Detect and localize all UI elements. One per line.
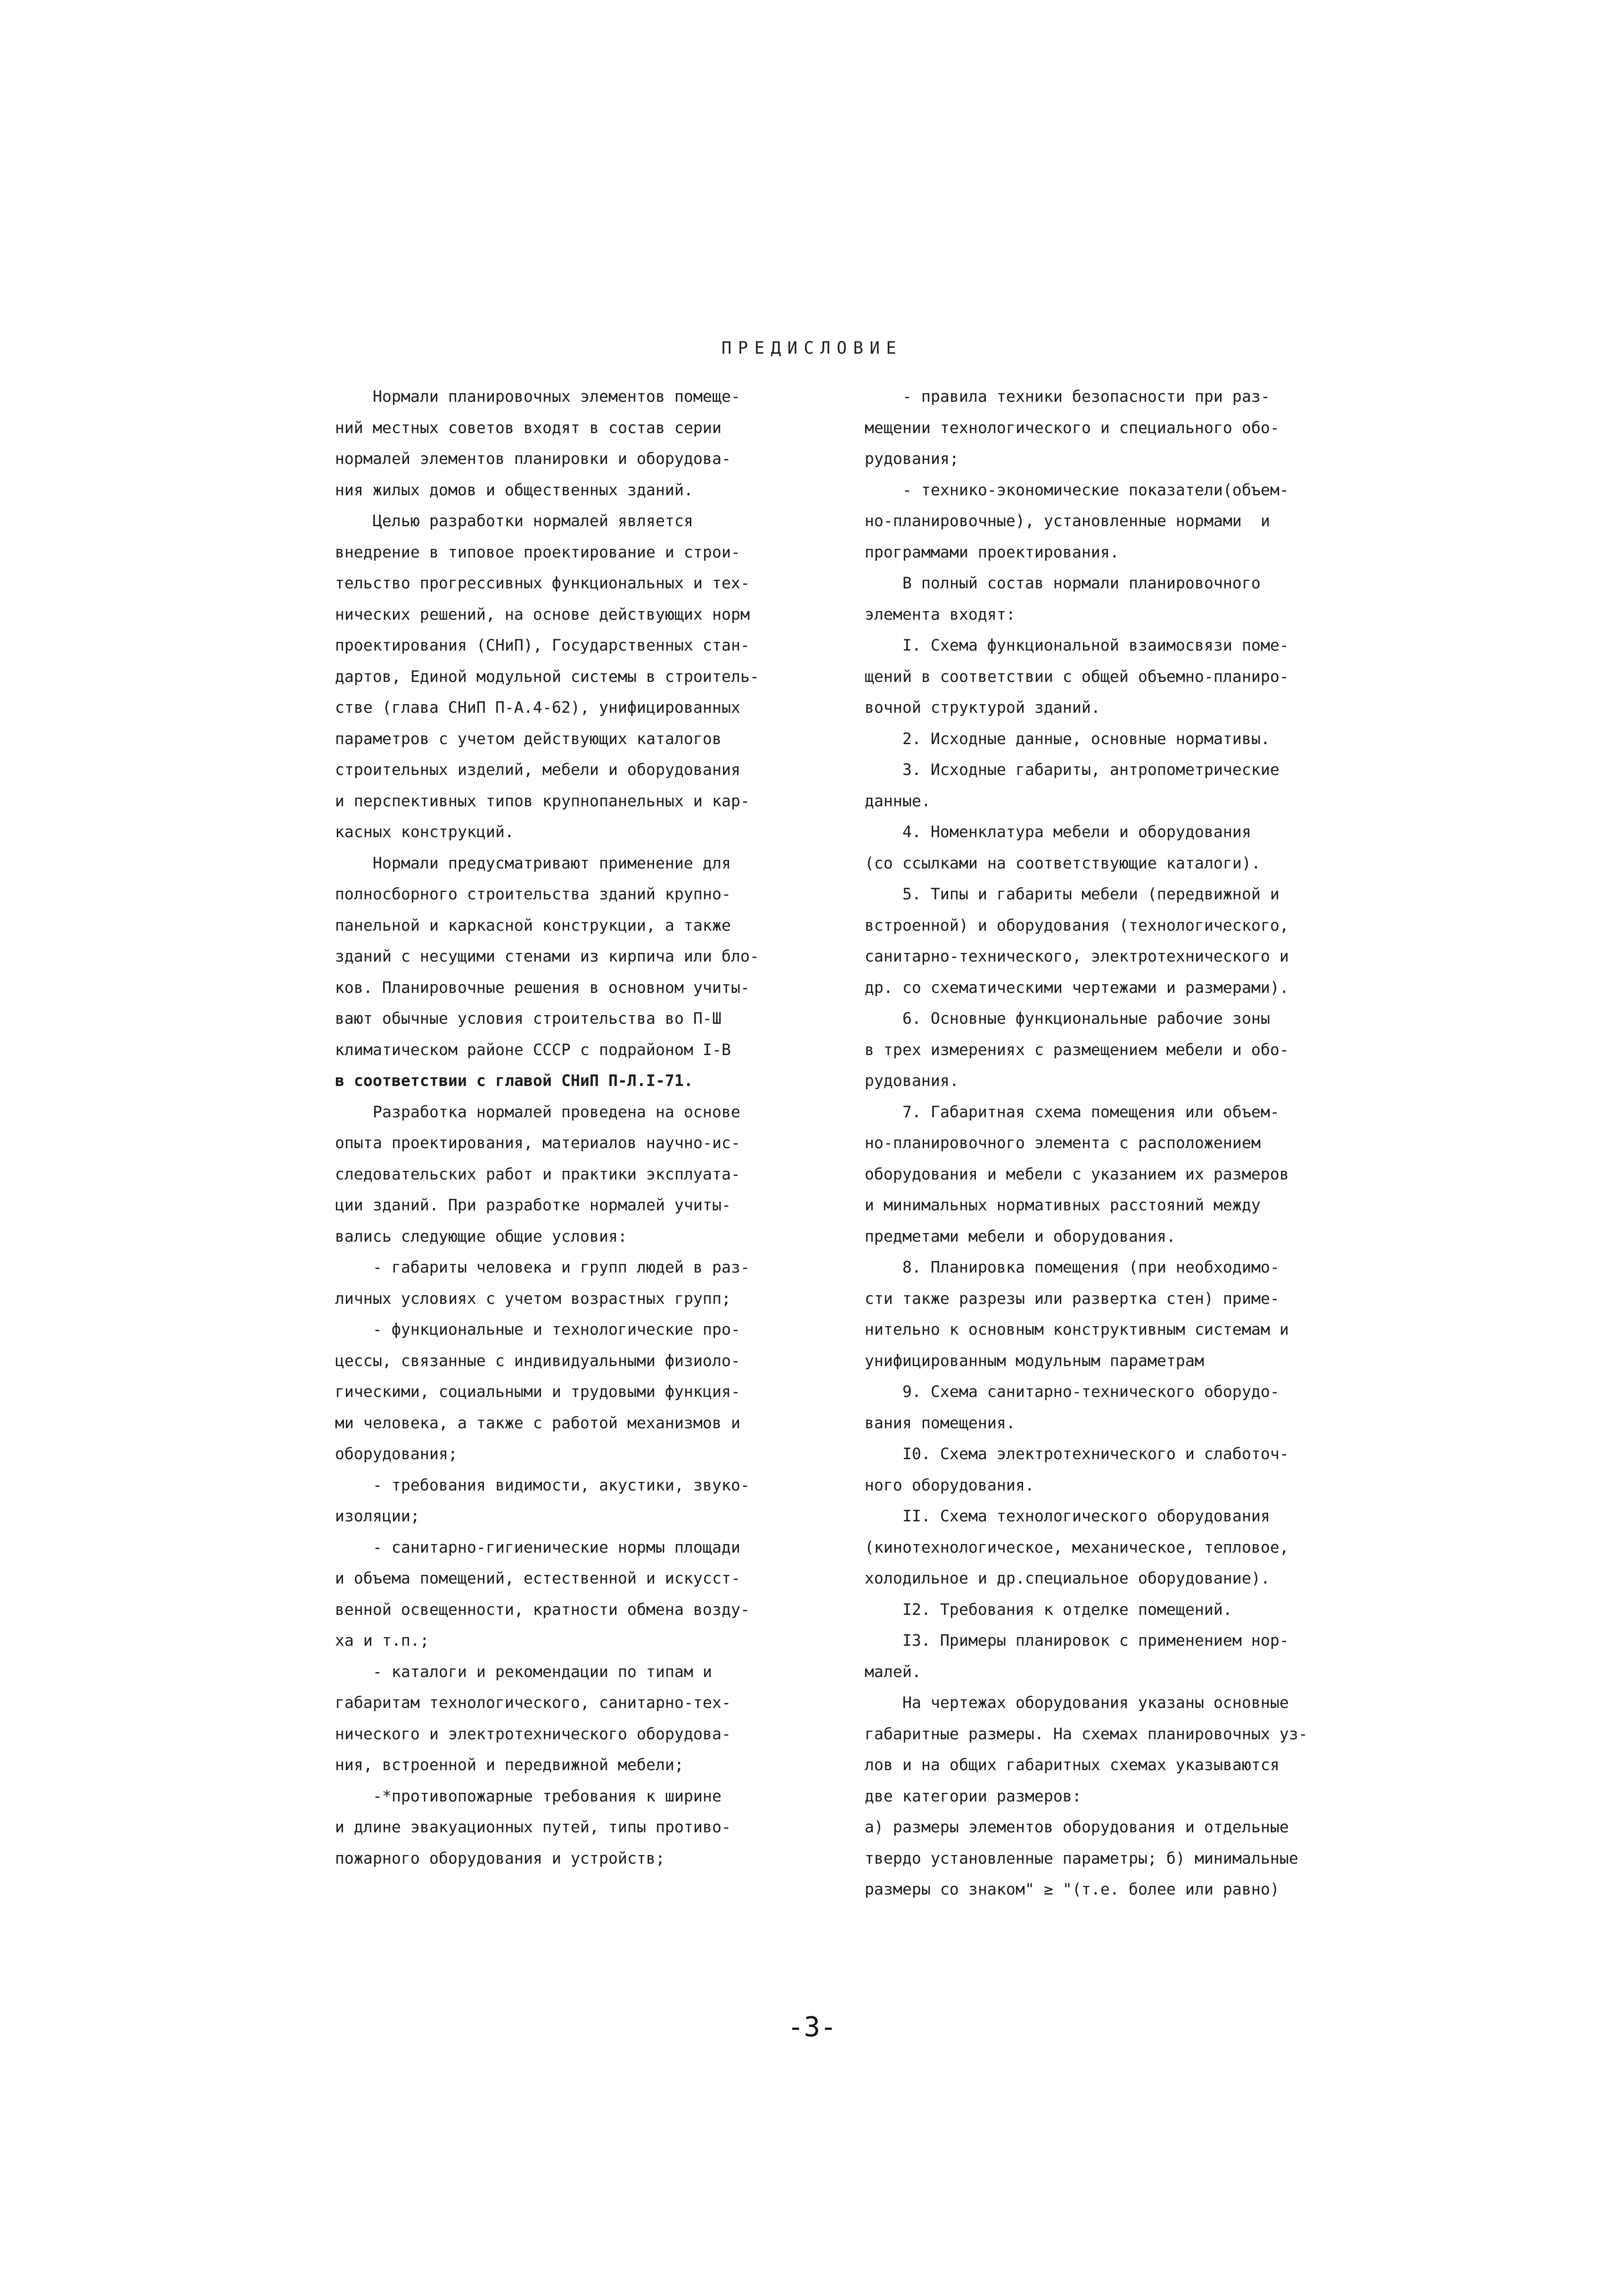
text-line: 3. Исходные габариты, антропометрические xyxy=(865,761,1280,779)
text-line: дартов, Единой модульной системы в строитель- xyxy=(335,667,759,686)
text-line: нических решений, на основе действующих норм xyxy=(335,605,750,624)
text-line: климатическом районе СССР с подрайоном I-В xyxy=(335,1041,731,1059)
text-line: ков. Планировочные решения в основном учиты- xyxy=(335,978,750,997)
text-line: 7. Габаритная схема помещения или объем- xyxy=(865,1103,1280,1121)
text-line: в трех измерениях с размещением мебели и обо- xyxy=(865,1041,1289,1059)
right-column xyxy=(865,381,1319,1905)
text-line: но-планировочные), установленные нормами и xyxy=(865,512,1270,530)
text-line: нительно к основным конструктивным системам и xyxy=(865,1321,1289,1339)
text-line: - требования видимости, акустики, звуко- xyxy=(335,1476,750,1495)
text-line: венной освещенности, кратности обмена возду- xyxy=(335,1600,750,1619)
text-line: опыта проектирования, материалов научно-ис- xyxy=(335,1134,741,1152)
text-line: Целью разработки нормалей является xyxy=(335,512,694,530)
text-line: и объема помещений, естественной и искусст- xyxy=(335,1569,741,1588)
text-line: ного оборудования. xyxy=(865,1476,1034,1495)
text-line: - функциональные и технологические про- xyxy=(335,1321,741,1339)
text-line: сти также разрезы или развертка стен) приме- xyxy=(865,1289,1280,1308)
text-line: лов и на общих габаритных схемах указываются xyxy=(865,1756,1280,1774)
text-line: др. со схематическими чертежами и размерами). xyxy=(865,978,1289,997)
text-line: данные. xyxy=(865,792,931,810)
text-line: панельной и каркасной конструкции, а также xyxy=(335,916,731,935)
text-line: (со ссылками на соответствующие каталоги). xyxy=(865,854,1261,873)
text-line: строительных изделий, мебели и оборудования xyxy=(335,761,741,779)
text-line: оборудования и мебели с указанием их размеров xyxy=(865,1165,1289,1184)
text-line: размеры со знаком" ≥ "(т.е. более или равно) xyxy=(865,1880,1280,1899)
text-line: ний местных советов входят в состав серии xyxy=(335,419,722,437)
text-line: вают обычные условия строительства во П-Ш xyxy=(335,1010,722,1028)
text-line: программами проектирования. xyxy=(865,543,1119,562)
text-line: На чертежах оборудования указаны основные xyxy=(865,1694,1289,1712)
text-line: личных условиях с учетом возрастных групп; xyxy=(335,1289,731,1308)
text-line: 9. Схема санитарно-технического оборудо- xyxy=(865,1383,1280,1401)
text-line: ния, встроенной и передвижной мебели; xyxy=(335,1756,684,1774)
page-title: ПРЕДИСЛОВИЕ xyxy=(721,338,903,358)
text-line: В полный состав нормали планировочного xyxy=(865,574,1261,592)
text-line: I3. Примеры планировок с применением нор- xyxy=(865,1632,1289,1650)
text-line: и перспективных типов крупнопанельных и кар- xyxy=(335,792,750,810)
text-line: 5. Типы и габариты мебели (передвижной и xyxy=(865,885,1280,903)
text-line: габаритам технологического, санитарно-тех- xyxy=(335,1694,731,1712)
text-line: ха и т.п.; xyxy=(335,1632,429,1650)
text-line: и минимальных нормативных расстояний между xyxy=(865,1196,1261,1214)
text-line: а) размеры элементов оборудования и отдельные xyxy=(865,1818,1289,1836)
text-line: нического и электротехнического оборудова- xyxy=(335,1725,731,1743)
text-line: предметами мебели и оборудования. xyxy=(865,1227,1176,1246)
text-line: ми человека, а также с работой механизмов и xyxy=(335,1414,741,1432)
text-line: полносборного строительства зданий крупно- xyxy=(335,885,731,903)
text-line: следовательских работ и практики эксплуата- xyxy=(335,1165,741,1184)
text-line: оборудования; xyxy=(335,1445,458,1463)
text-line: - габариты человека и групп людей в раз- xyxy=(335,1258,750,1277)
text-line: стве (глава СНиП П-А.4-62), унифицированных xyxy=(335,699,741,717)
text-line: цессы, связанные с индивидуальными физиоло- xyxy=(335,1352,741,1370)
text-line: -*противопожарные требования к ширине xyxy=(335,1787,722,1806)
text-line: I. Схема функциональной взаимосвязи поме- xyxy=(865,637,1289,655)
text-line: малей. xyxy=(865,1663,921,1681)
text-line: вались следующие общие условия: xyxy=(335,1227,627,1246)
page-number: -3- xyxy=(787,2011,837,2043)
text-line: 6. Основные функциональные рабочие зоны xyxy=(865,1010,1270,1028)
text-line: но-планировочного элемента с расположением xyxy=(865,1134,1261,1152)
text-line: изоляции; xyxy=(335,1507,420,1525)
text-line: рудования. xyxy=(865,1072,959,1090)
text-line: параметров с учетом действующих каталогов xyxy=(335,730,722,748)
text-line: тельство прогрессивных функциональных и тех- xyxy=(335,574,750,592)
text-line: рудования; xyxy=(865,450,959,468)
text-line: зданий с несущими стенами из кирпича или бло- xyxy=(335,947,759,966)
text-line: 2. Исходные данные, основные нормативы. xyxy=(865,730,1270,748)
text-line: вания помещения. xyxy=(865,1414,1016,1432)
text-line: пожарного оборудования и устройств; xyxy=(335,1849,665,1868)
text-line: щений в соответствии с общей объемно-планиро- xyxy=(865,667,1289,686)
text-line: I0. Схема электротехнического и слаботоч- xyxy=(865,1445,1289,1463)
text-line: Разработка нормалей проведена на основе xyxy=(335,1103,741,1121)
text-line: - каталоги и рекомендации по типам и xyxy=(335,1663,712,1681)
text-line: Нормали предусматривают применение для xyxy=(335,854,731,873)
text-line: в соответствии с главой СНиП П-Л.I-71. xyxy=(335,1072,694,1090)
text-line: - правила техники безопасности при раз- xyxy=(865,388,1270,406)
text-line: касных конструкций. xyxy=(335,823,514,841)
text-line: Нормали планировочных элементов помеще- xyxy=(335,388,741,406)
text-line: холодильное и др.специальное оборудование). xyxy=(865,1569,1270,1588)
text-line: I2. Требования к отделке помещений. xyxy=(865,1600,1233,1619)
text-line: проектирования (СНиП), Государственных стан- xyxy=(335,637,750,655)
text-line: - санитарно-гигиенические нормы площади xyxy=(335,1538,741,1557)
text-line: II. Схема технологического оборудования xyxy=(865,1507,1270,1525)
text-line: элемента входят: xyxy=(865,605,1016,624)
text-line: ния жилых домов и общественных зданий. xyxy=(335,481,694,499)
text-line: нормалей элементов планировки и оборудова- xyxy=(335,450,731,468)
text-line: ции зданий. При разработке нормалей учиты- xyxy=(335,1196,731,1214)
text-line: - технико-экономические показатели(объем- xyxy=(865,481,1289,499)
text-line: внедрение в типовое проектирование и строи- xyxy=(335,543,741,562)
text-line: (кинотехнологическое, механическое, тепловое, xyxy=(865,1538,1289,1557)
text-line: унифицированным модульным параметрам xyxy=(865,1352,1204,1370)
text-line: габаритные размеры. На схемах планировочных уз- xyxy=(865,1725,1308,1743)
text-line: твердо установленные параметры; б) минимальные xyxy=(865,1849,1299,1868)
text-line: две категории размеров: xyxy=(865,1787,1082,1806)
text-line: гическими, социальными и трудовыми функция- xyxy=(335,1383,741,1401)
text-line: 8. Планировка помещения (при необходимо- xyxy=(865,1258,1280,1277)
text-line: 4. Номенклатура мебели и оборудования xyxy=(865,823,1251,841)
text-line: и длине эвакуационных путей, типы противо- xyxy=(335,1818,731,1836)
text-line: встроенной) и оборудования (технологического, xyxy=(865,916,1289,935)
text-line: санитарно-технического, электротехнического и xyxy=(865,947,1289,966)
text-line: вочной структурой зданий. xyxy=(865,699,1101,717)
text-line: мещении технологического и специального обо- xyxy=(865,419,1280,437)
left-column xyxy=(335,381,766,1874)
